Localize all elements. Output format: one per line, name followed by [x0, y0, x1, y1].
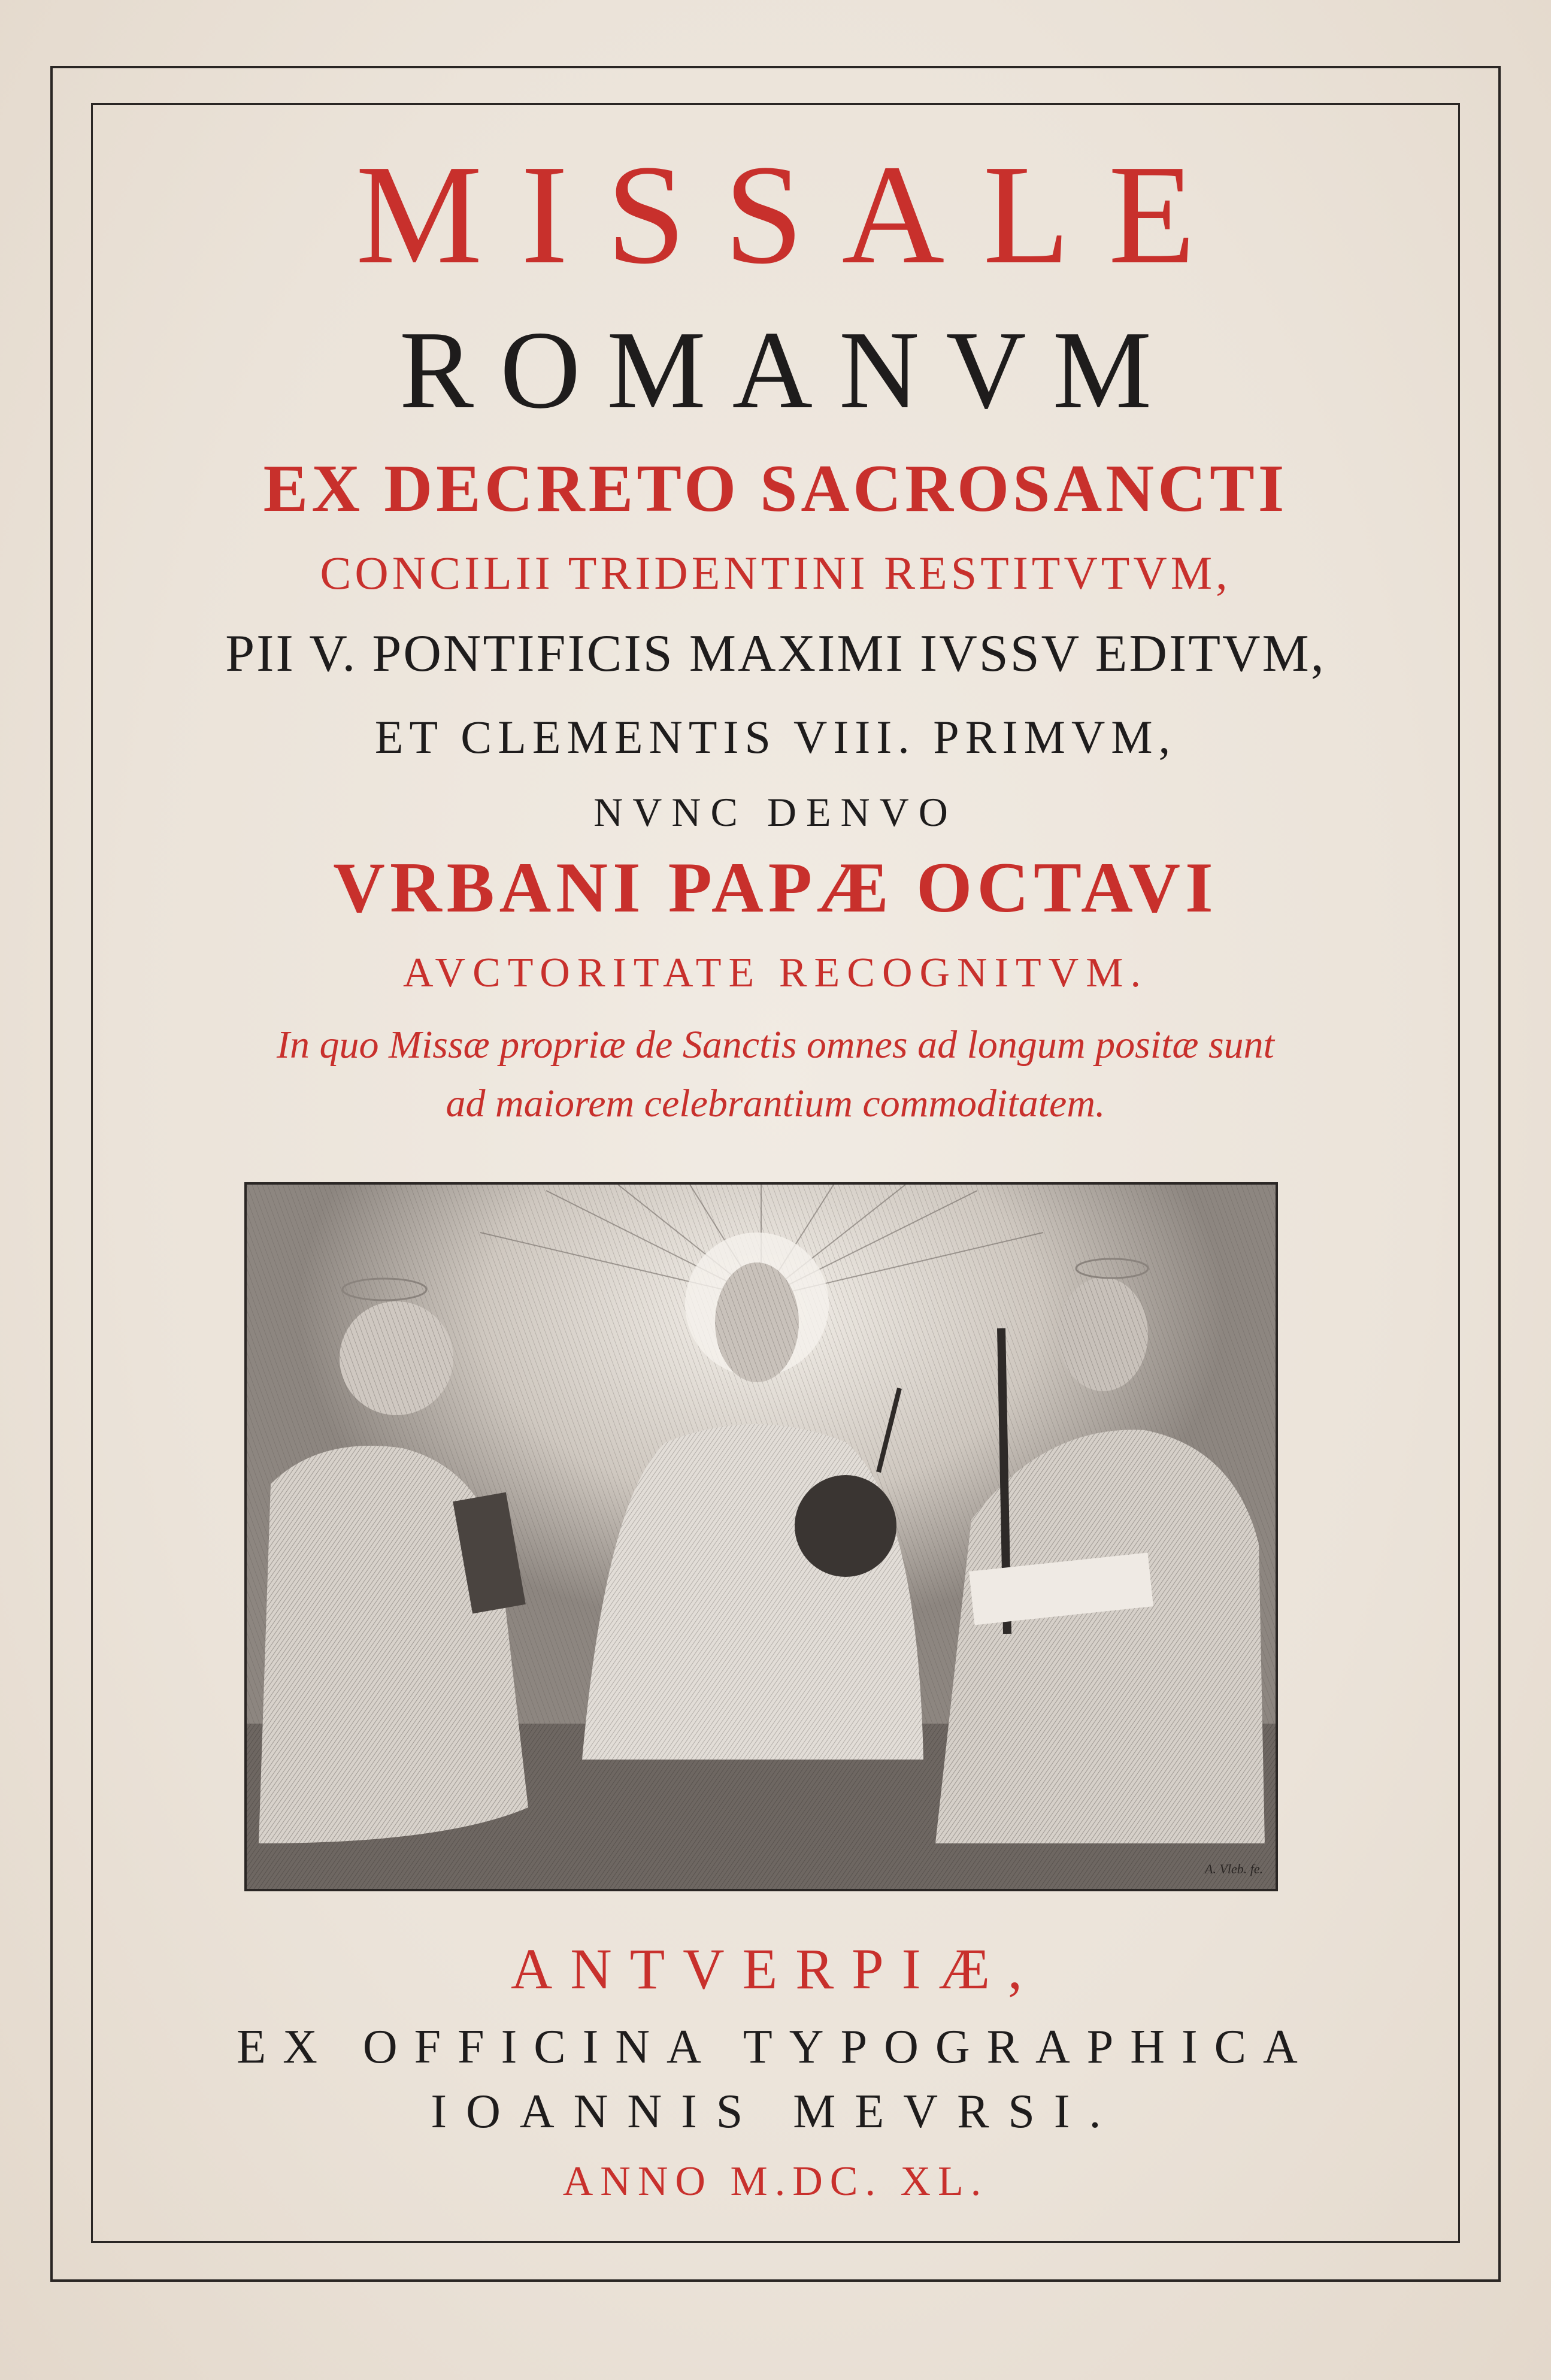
engraving-plate: [244, 1182, 1278, 1891]
description-line-2: ad maiorem celebrantium commoditatem.: [446, 1082, 1105, 1125]
subtitle-urbani: VRBANI PAPÆ OCTAVI: [333, 847, 1218, 927]
subtitle-ex-decreto: EX DECRETO SACROSANCTI: [263, 452, 1288, 526]
subtitle-nunc-denuo: NVNC DENVO: [593, 789, 958, 835]
imprint-place: ANTVERPIÆ,: [510, 1937, 1040, 2001]
subtitle-clementis: ET CLEMENTIS VIII. PRIMVM,: [374, 711, 1177, 763]
imprint-year: ANNO M.DC. XL.: [562, 2158, 989, 2205]
title-missale: MISSALE: [355, 136, 1234, 293]
subtitle-pii-v: PII V. PONTIFICIS MAXIMI IVSSV EDITVM,: [225, 625, 1326, 683]
engraver-signature: A. Vleb. fe.: [1205, 1861, 1264, 1876]
description-line-1: In quo Missæ propriæ de Sanctis omnes ad longum positæ sunt: [277, 1023, 1274, 1067]
subtitle-auctoritate: AVCTORITATE RECOGNITVM.: [403, 950, 1148, 996]
imprint-printer: IOANNIS MEVRSI.: [431, 2085, 1120, 2138]
imprint-office: EX OFFICINA TYPOGRAPHICA: [237, 2021, 1314, 2073]
subtitle-concilii: CONCILII TRIDENTINI RESTITVTVM,: [320, 547, 1231, 599]
title-romanum: ROMANVM: [399, 308, 1179, 432]
engraving-illustration: [247, 1185, 1276, 1889]
